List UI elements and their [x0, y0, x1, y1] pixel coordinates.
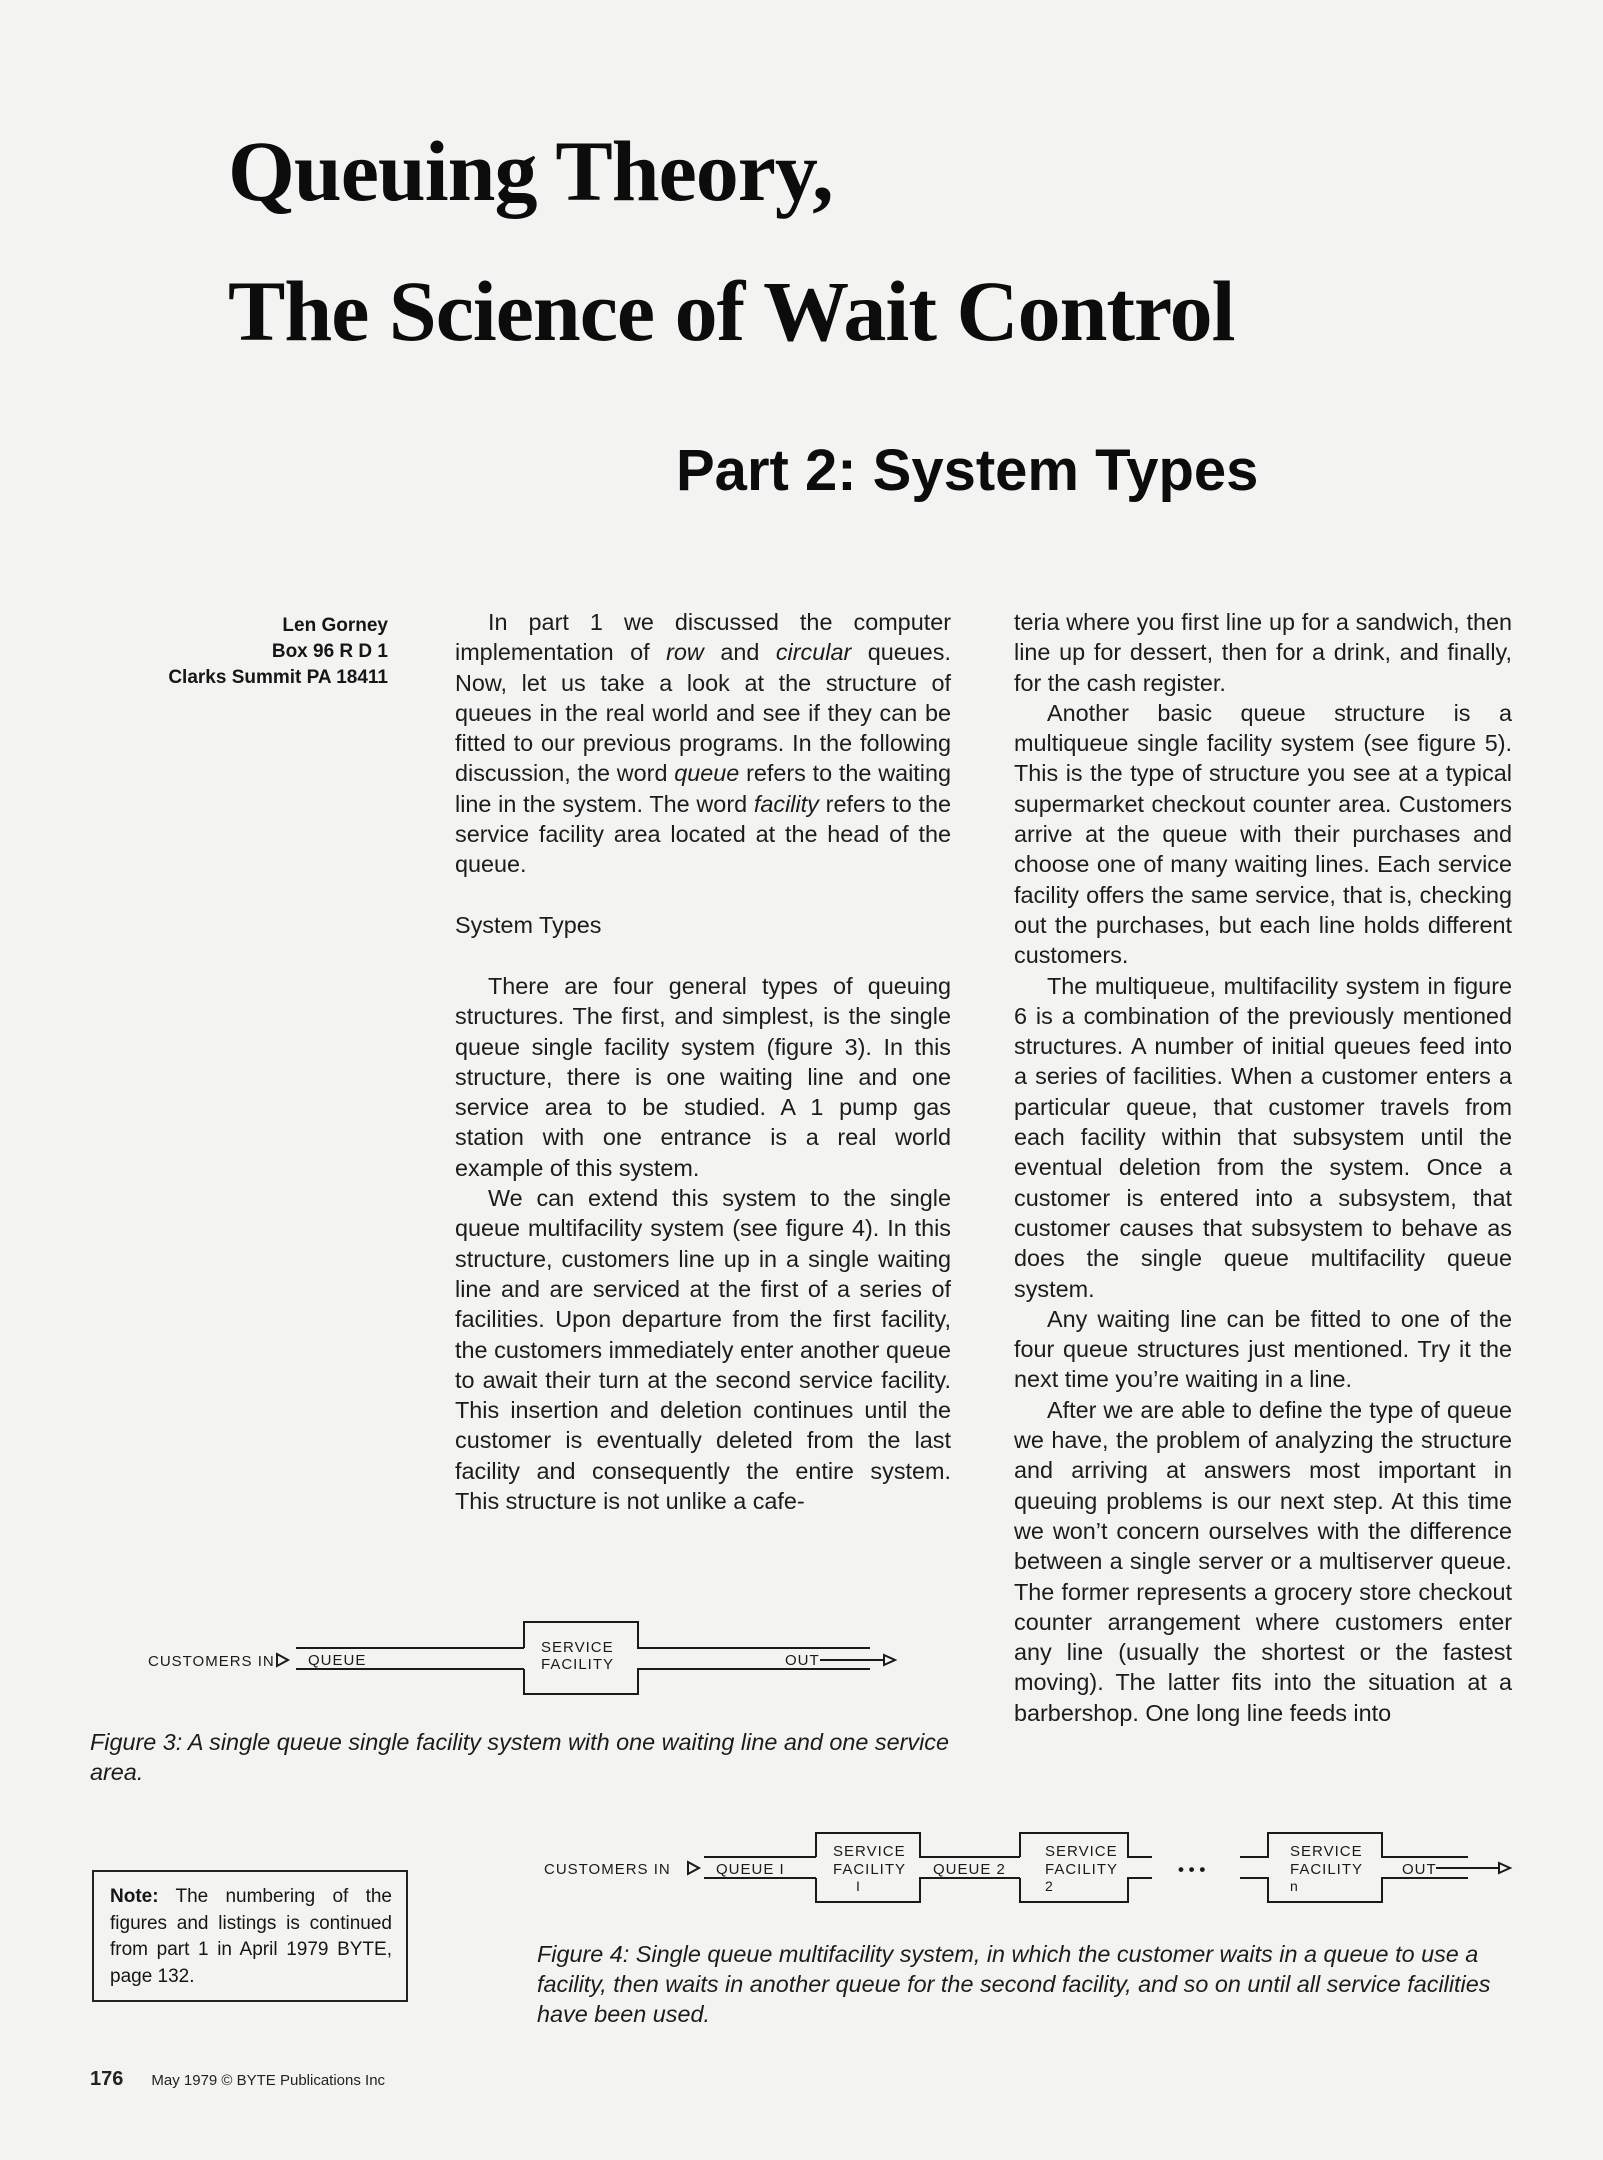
text-run: and [703, 639, 776, 666]
figure-4-caption: Figure 4: Single queue multifacility system, in which the customer waits in a queue to use a facility, then waits in another queue for the second facility, and so on until all service facilities have been used. [537, 1941, 1491, 2027]
note-text: The numbering of the figures and listings is continued from part 1 in April 1979 BYTE, page 132. [110, 1886, 392, 1987]
body-paragraph: Another basic queue structure is a multiqueue single facility system (see figure 5). This is the type of structure you see at a typical supermarket checkout counter area. Customers arrive at the queue with their purchases and choose one of many waiting lines. Each service facility offers the same service, that is, checking out the purchases, but each line holds different customers. [1014, 699, 1512, 969]
author-name: Len Gorney [282, 615, 388, 636]
author-block [100, 613, 388, 691]
fig4-facility1-service-label: SERVICE [833, 1843, 906, 1860]
emphasis-circular: circular [775, 639, 852, 666]
article-subtitle: Part 2: System Types [676, 438, 1259, 503]
fig4-customers-in-label: CUSTOMERS IN [544, 1861, 671, 1878]
fig4-in-arrow-icon [688, 1862, 699, 1874]
fig4-facility2-service-label: SERVICE [1045, 1843, 1118, 1860]
fig3-service-label: SERVICE [541, 1639, 614, 1656]
note-label: Note: [110, 1886, 159, 1907]
fig4-ellipsis: • • • [1178, 1860, 1206, 1879]
figure-3-caption: Figure 3: A single queue single facility system with one waiting line and one service area. [90, 1729, 949, 1785]
fig4-facilityn-box-bottom [1240, 1878, 1468, 1902]
section-heading: System Types [455, 911, 602, 938]
text-run: In part 1 we discussed the computer implementation of [455, 609, 951, 666]
fig4-queue1-label: QUEUE I [716, 1861, 785, 1878]
fig3-in-arrow-icon [277, 1654, 288, 1666]
body-paragraph: We can extend this system to the single queue multifacility system (see figure 4). In this structure, customers line up in a single waiting line and are serviced at the first of a series of facilities. Upon departure from the first facility, the customers immediately enter another queue to await their turn at the second service facility. This insertion and deletion continues until the customer is eventually deleted from the last facility and consequently the entire system. This structure is not unlike a cafe- [455, 1185, 951, 1515]
fig4-facility2-facility-label: FACILITY [1045, 1861, 1119, 1878]
fig3-out-label: OUT [785, 1652, 820, 1669]
fig4-queue2-label: QUEUE 2 [933, 1861, 1006, 1878]
body-paragraph: After we are able to define the type of queue we have, the problem of analyzing the structure and arriving at answers most important in queuing problems is our next step. At this time we won’t concern ourselves with the difference between a single server or a multiserver queue. The former represents a grocery store checkout counter arrangement where customers enter any line (usually the shortest or the fastest moving). The latter fits into the situation at a barbershop. One long line feeds into [1014, 1396, 1512, 1726]
text-run: refers to the waiting line in the system. The word [455, 760, 952, 817]
fig3-facility-label: FACILITY [541, 1656, 615, 1673]
fig4-facility1-box-top [816, 1833, 1020, 1857]
body-paragraph-intro [455, 607, 951, 880]
body-paragraph: Any waiting line can be fitted to one of the four queue structures just mentioned. Try it the next time you’re waiting in a line. [1014, 1305, 1512, 1393]
emphasis-queue: queue [674, 760, 740, 787]
fig3-queue-label: QUEUE [308, 1652, 367, 1669]
fig4-facilityn-number: n [1290, 1878, 1298, 1894]
fig3-out-arrow-icon [884, 1655, 895, 1665]
fig4-facilityn-box-top [1240, 1833, 1468, 1857]
text-run: queues. Now, let us take a look at the structure of queues in the real world and see if they can be fitted to our previous programs. In the following discussion, the word [455, 639, 951, 787]
author-address-line-1: Box 96 R D 1 [271, 641, 388, 662]
fig4-facility2-box-top [1020, 1833, 1152, 1857]
body-paragraph: There are four general types of queuing structures. The first, and simplest, is the single queue single facility system (figure 3). In this structure, there is one waiting line and one service area to be studied. A 1 pump gas station with one entrance is a real world example of this system. [455, 972, 951, 1181]
fig4-out-arrow-icon [1499, 1863, 1510, 1873]
emphasis-row: row [666, 639, 704, 666]
page-number: 176 [90, 2068, 124, 2090]
footer-publication: May 1979 © BYTE Publications Inc [151, 2072, 386, 2089]
author-address-line-2: Clarks Summit PA 18411 [168, 667, 388, 688]
figure-3-diagram [148, 1622, 895, 1694]
fig4-facility1-facility-label: FACILITY [833, 1861, 907, 1878]
fig4-facilityn-facility-label: FACILITY [1290, 1861, 1364, 1878]
note-box [92, 1870, 408, 2002]
fig3-facility-box-bottom [524, 1669, 870, 1694]
article-title-line-1: Queuing Theory, [228, 123, 833, 219]
figure-4-diagram [544, 1833, 1510, 1902]
page-footer [90, 2069, 385, 2091]
emphasis-facility: facility [753, 790, 819, 817]
fig4-out-label: OUT [1402, 1861, 1437, 1878]
article-title-line-2: The Science of Wait Control [228, 263, 1235, 359]
body-column-2 [1014, 607, 1512, 1728]
fig4-facilityn-service-label: SERVICE [1290, 1843, 1363, 1860]
fig4-facility2-number: 2 [1045, 1878, 1053, 1894]
fig3-customers-in-label: CUSTOMERS IN [148, 1653, 275, 1670]
body-paragraph: The multiqueue, multifacility system in figure 6 is a combination of the previously mentioned structures. A number of initial queues feed into a series of facilities. When a customer enters a particular queue, that customer travels from each facility within that subsystem until the eventual deletion from the system. Once a customer is entered into a subsystem, that customer causes that subsystem to behave as does the single queue multifacility queue system. [1014, 972, 1512, 1302]
fig4-facility1-box-bottom [816, 1878, 1020, 1902]
fig4-facility2-box-bottom [1020, 1878, 1152, 1902]
body-column-1 [455, 607, 951, 1516]
fig4-facility1-number: I [856, 1878, 860, 1894]
body-paragraph-continued: teria where you first line up for a sandwich, then line up for dessert, then for a drink, and finally, for the cash register. [1014, 609, 1512, 696]
text-run: refers to the service facility area located at the head of the queue. [455, 790, 951, 878]
fig3-facility-box-top [524, 1622, 870, 1648]
